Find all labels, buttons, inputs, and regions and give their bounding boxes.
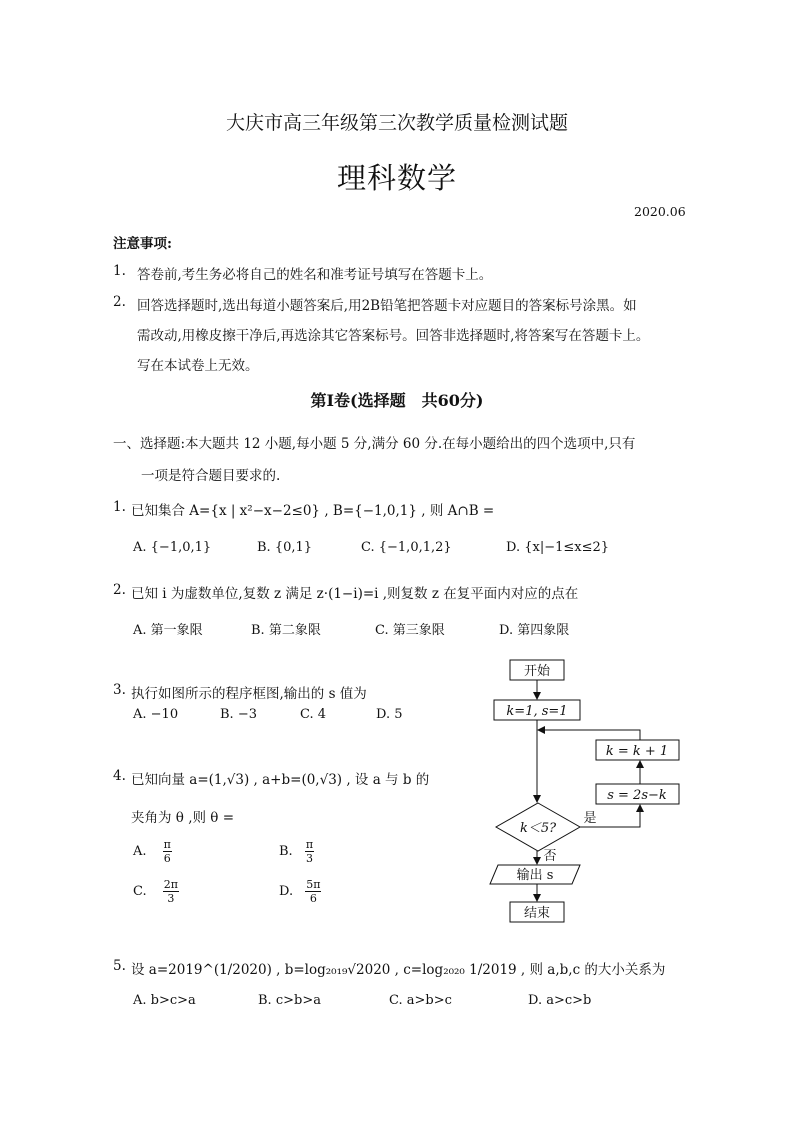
q1-option-b: B. {0,1} bbox=[257, 540, 313, 555]
exam-title: 大庆市高三年级第三次教学质量检测试题 bbox=[225, 112, 568, 134]
q4-option-a-numerator: π bbox=[163, 838, 171, 851]
notice-item-2-num: 2. bbox=[113, 294, 126, 310]
q3-number: 3. bbox=[113, 682, 126, 698]
section-intro-line-2: 一项是符合题目要求的. bbox=[141, 468, 281, 484]
q4-option-b-numerator: π bbox=[305, 838, 314, 851]
q4-stem-line-1: 已知向量 a=(1,√3) , a+b=(0,√3) , 设 a 与 b 的 bbox=[131, 772, 430, 788]
notice-item-2-line-1: 回答选择题时,选出每道小题答案后,用2B铅笔把答题卡对应题目的答案标号涂黑。如 bbox=[137, 298, 637, 314]
q2-number: 2. bbox=[113, 582, 126, 598]
q4-option-d-numerator: 5π bbox=[306, 878, 321, 891]
subject-title: 理科数学 bbox=[336, 161, 457, 195]
q5-option-b: B. c>b>a bbox=[258, 993, 321, 1008]
q3-option-b: B. −3 bbox=[220, 707, 257, 722]
q2-stem: 已知 i 为虚数单位,复数 z 满足 z·(1−i)=i ,则复数 z 在复平面内对应的点在 bbox=[131, 586, 579, 602]
section-intro-line-1: 一、选择题:本大题共 12 小题,每小题 5 分,满分 60 分.在每小题给出的四个选项中,只有 bbox=[113, 436, 636, 452]
q5-number: 5. bbox=[113, 958, 126, 974]
flow-arrow-loop-back bbox=[538, 730, 640, 740]
flow-end-label: 结束 bbox=[523, 906, 551, 921]
q4-option-a bbox=[133, 838, 172, 865]
flowchart bbox=[480, 655, 700, 930]
q4-stem-line-2: 夹角为 θ ,则 θ = bbox=[131, 810, 235, 826]
q4-option-d bbox=[279, 878, 321, 905]
q3-option-a: A. −10 bbox=[133, 707, 179, 722]
q1-option-a: A. {−1,0,1} bbox=[133, 540, 212, 555]
flow-yes-label: 是 bbox=[583, 811, 597, 826]
q4-number: 4. bbox=[113, 768, 126, 784]
notice-item-2-line-2: 需改动,用橡皮擦干净后,再选涂其它答案标号。回答非选择题时,将答案写在答题卡上。 bbox=[137, 328, 650, 344]
q5-stem: 设 a=2019^(1/2020) , b=log₂₀₁₉√2020 , c=log₂₀₂₀ 1/2019 , 则 a,b,c 的大小关系为 bbox=[131, 962, 666, 978]
flow-update-label: s = 2s−k bbox=[607, 788, 667, 803]
flow-start-label: 开始 bbox=[523, 664, 551, 679]
q5-option-a: A. b>c>a bbox=[133, 993, 196, 1008]
q4-option-c-denominator: 3 bbox=[167, 892, 175, 905]
q2-option-c: C. 第三象限 bbox=[375, 623, 445, 638]
q4-option-c-numerator: 2π bbox=[163, 878, 178, 891]
notice-heading: 注意事项: bbox=[113, 236, 172, 252]
q1-option-c: C. {−1,0,1,2} bbox=[361, 540, 452, 555]
flow-condition-label: k＜5? bbox=[519, 821, 557, 836]
q4-option-d-denominator: 6 bbox=[309, 892, 317, 905]
q5-option-c: C. a>b>c bbox=[389, 993, 452, 1008]
q4-option-d-label: D. bbox=[279, 884, 294, 899]
q4-option-a-denominator: 6 bbox=[163, 852, 171, 865]
exam-date: 2020.06 bbox=[634, 204, 686, 219]
flow-increment-label: k = k + 1 bbox=[605, 744, 669, 759]
q1-number: 1. bbox=[113, 499, 126, 515]
flow-init-label: k=1, s=1 bbox=[506, 704, 568, 719]
notice-item-1-text: 答卷前,考生务必将自己的姓名和准考证号填写在答题卡上。 bbox=[137, 267, 493, 283]
q4-option-c-label: C. bbox=[133, 884, 147, 899]
q4-option-b-label: B. bbox=[279, 844, 293, 859]
q4-option-a-label: A. bbox=[133, 844, 147, 859]
q2-option-a: A. 第一象限 bbox=[133, 623, 203, 638]
q2-option-d: D. 第四象限 bbox=[499, 623, 570, 638]
q5-option-d: D. a>c>b bbox=[528, 993, 592, 1008]
q1-option-d: D. {x|−1≤x≤2} bbox=[506, 540, 610, 555]
q4-option-b bbox=[279, 838, 314, 865]
notice-item-2-line-3: 写在本试卷上无效。 bbox=[137, 358, 259, 374]
q1-stem: 已知集合 A={x | x²−x−2≤0} , B={−1,0,1} , 则 A∩B = bbox=[131, 503, 495, 519]
section-title: 第Ⅰ卷(选择题 共60分) bbox=[310, 391, 484, 410]
q3-option-c: C. 4 bbox=[300, 707, 327, 722]
flow-output-label: 输出 s bbox=[516, 868, 554, 883]
q4-option-c bbox=[133, 878, 179, 905]
q3-option-d: D. 5 bbox=[376, 707, 403, 722]
q4-option-b-denominator: 3 bbox=[305, 852, 313, 865]
flow-no-label: 否 bbox=[543, 849, 557, 864]
notice-item-1-num: 1. bbox=[113, 263, 126, 279]
q2-option-b: B. 第二象限 bbox=[251, 623, 321, 638]
q3-stem: 执行如图所示的程序框图,输出的 s 值为 bbox=[131, 686, 367, 702]
